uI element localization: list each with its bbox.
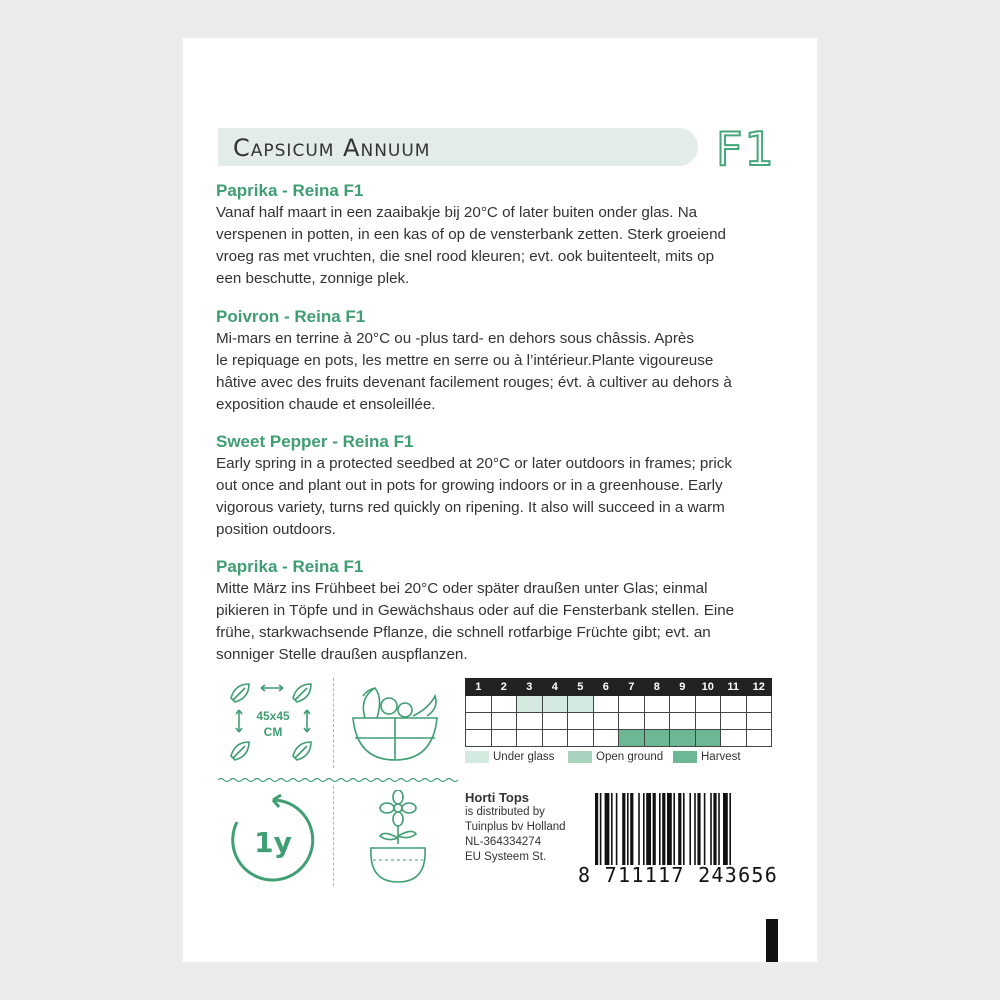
f1-badge: F1 [716,122,776,176]
calendar-cell [593,730,619,747]
month-header: 3 [517,679,543,696]
distributor-line: EU Systeem St. [465,851,547,863]
month-header: 12 [746,679,772,696]
barcode-bar [673,793,675,865]
calendar-cell [593,696,619,713]
calendar-cell [670,713,696,730]
barcode-bar [643,793,645,865]
sowing-calendar [465,678,772,747]
section-french [216,306,786,416]
month-header: 7 [619,679,645,696]
potted-plant-icon [353,790,443,890]
section-body: Early spring in a protected seedbed at 20°C or later outdoors in frames; prick out once and plant out in pots for growing indoors or in a greenhouse. Early vigorous variety, turns red quickly on ripening. It also will succeed in a warm position outdoors. [216,455,732,538]
month-header: 1 [466,679,492,696]
calendar-cell [491,713,517,730]
barcode-bar [600,793,602,865]
month-header: 4 [542,679,568,696]
barcode-bar [611,793,613,865]
section-title: Paprika - Reina F1 [216,557,364,576]
harvest-bowl-icon [345,680,445,770]
icon-divider-wave [218,776,463,784]
section-body: Vanaf half maart in een zaaibakje bij 20°C of later buiten onder glas. Na verspenen in potten, in een kas of op de vensterbank zetten. Sterk groeiend vroeg ras met vruchten, die snel rood kleuren; evt. ook buitenteelt, mits op een beschutte, zonnige plek. [216,204,726,287]
calendar-cell [746,713,772,730]
calendar-cell [491,730,517,747]
section-german [216,556,786,666]
barcode-bar [667,793,672,865]
month-header: 11 [721,679,747,696]
calendar-cell [746,696,772,713]
barcode-bar [659,793,661,865]
barcode-bar [723,793,728,865]
print-mark [766,919,778,962]
distributor-info [465,790,566,865]
month-header: 10 [695,679,721,696]
calendar-cell [619,713,645,730]
section-title: Poivron - Reina F1 [216,307,366,326]
distributor-line: is distributed by [465,806,545,818]
calendar-cell [619,730,645,747]
barcode-bar [689,793,691,865]
calendar-cell [670,696,696,713]
calendar-cell [517,713,543,730]
calendar-cell [542,696,568,713]
calendar-cell [466,713,492,730]
calendar-cell [746,730,772,747]
month-header: 2 [491,679,517,696]
calendar-cell [695,730,721,747]
calendar-cell [644,696,670,713]
barcode-bar [710,793,712,865]
barcode [595,793,775,865]
barcode-bar [718,793,720,865]
barcode-bar [713,793,716,865]
section-title: Sweet Pepper - Reina F1 [216,432,414,451]
leaf-spacing-icon [223,678,323,768]
month-header: 8 [644,679,670,696]
barcode-bar [653,793,656,865]
annual-cycle-icon [223,790,323,890]
barcode-bar [638,793,640,865]
calendar-cell [466,730,492,747]
legend-under-glass: Under glass [465,751,554,763]
month-header: 9 [670,679,696,696]
barcode-bar [662,793,665,865]
barcode-bar [605,793,610,865]
barcode-bar [678,793,681,865]
calendar-cell [542,713,568,730]
barcode-bar [630,793,633,865]
barcode-bar [697,793,700,865]
distributor-line: NL-364334274 [465,836,542,848]
barcode-bar [729,793,731,865]
calendar-cell [721,696,747,713]
barcode-bar [683,793,685,865]
svg-text:CM: CM [263,725,283,739]
calendar-cell [619,696,645,713]
month-header: 5 [568,679,594,696]
barcode-bar [627,793,629,865]
icon-divider [333,678,334,768]
calendar-cell [568,713,594,730]
calendar-cell [695,696,721,713]
section-title: Paprika - Reina F1 [216,181,364,200]
section-body: Mitte März ins Frühbeet bei 20°C oder später draußen unter Glas; einmal pikieren in Töpfe und in Gewächshaus oder auf die Fensterbank stellen. Eine frühe, starkwachsende Pflanze, die schnell rotfarbige Früchte gibt; evt. an sonniger Stelle draußen auspflanzen. [216,580,735,663]
barcode-bar [694,793,696,865]
calendar-cell [466,696,492,713]
calendar-cell [568,730,594,747]
calendar-cell [542,730,568,747]
barcode-bar [622,793,625,865]
calendar-cell [644,713,670,730]
brand-name: Horti Tops [465,790,530,805]
section-english [216,431,786,541]
svg-text:1y: 1y [254,826,292,859]
barcode-bar [616,793,618,865]
calendar-cell [491,696,517,713]
barcode-digits: 8 711117 243656 [578,863,779,887]
calendar-cell [721,713,747,730]
calendar-cell [695,713,721,730]
section-dutch [216,180,786,290]
section-body: Mi-mars en terrine à 20°C ou -plus tard- en dehors sous châssis. Après le repiquage en pots, les mettre en serre ou à l’intérieur.Plante vigoureuse hâtive avec des fruits devenant facilement rouges; évt. à cultiver au dehors à exposition chaude et ensoleillée. [216,330,732,413]
barcode-bar [704,793,706,865]
barcode-bar [646,793,651,865]
species-name: Capsicum Annuum [233,134,431,162]
month-header: 6 [593,679,619,696]
seed-packet-back [183,38,817,962]
icon-divider [333,786,334,886]
calendar-cell [517,730,543,747]
barcode-bar [595,793,598,865]
calendar-cell [670,730,696,747]
calendar-cell [721,730,747,747]
calendar-cell [568,696,594,713]
svg-text:45x45: 45x45 [256,709,290,723]
calendar-cell [517,696,543,713]
legend-open-ground: Open ground [568,751,663,763]
calendar-cell [644,730,670,747]
distributor-line: Tuinplus bv Holland [465,821,566,833]
calendar-cell [593,713,619,730]
legend-harvest: Harvest [673,751,741,763]
